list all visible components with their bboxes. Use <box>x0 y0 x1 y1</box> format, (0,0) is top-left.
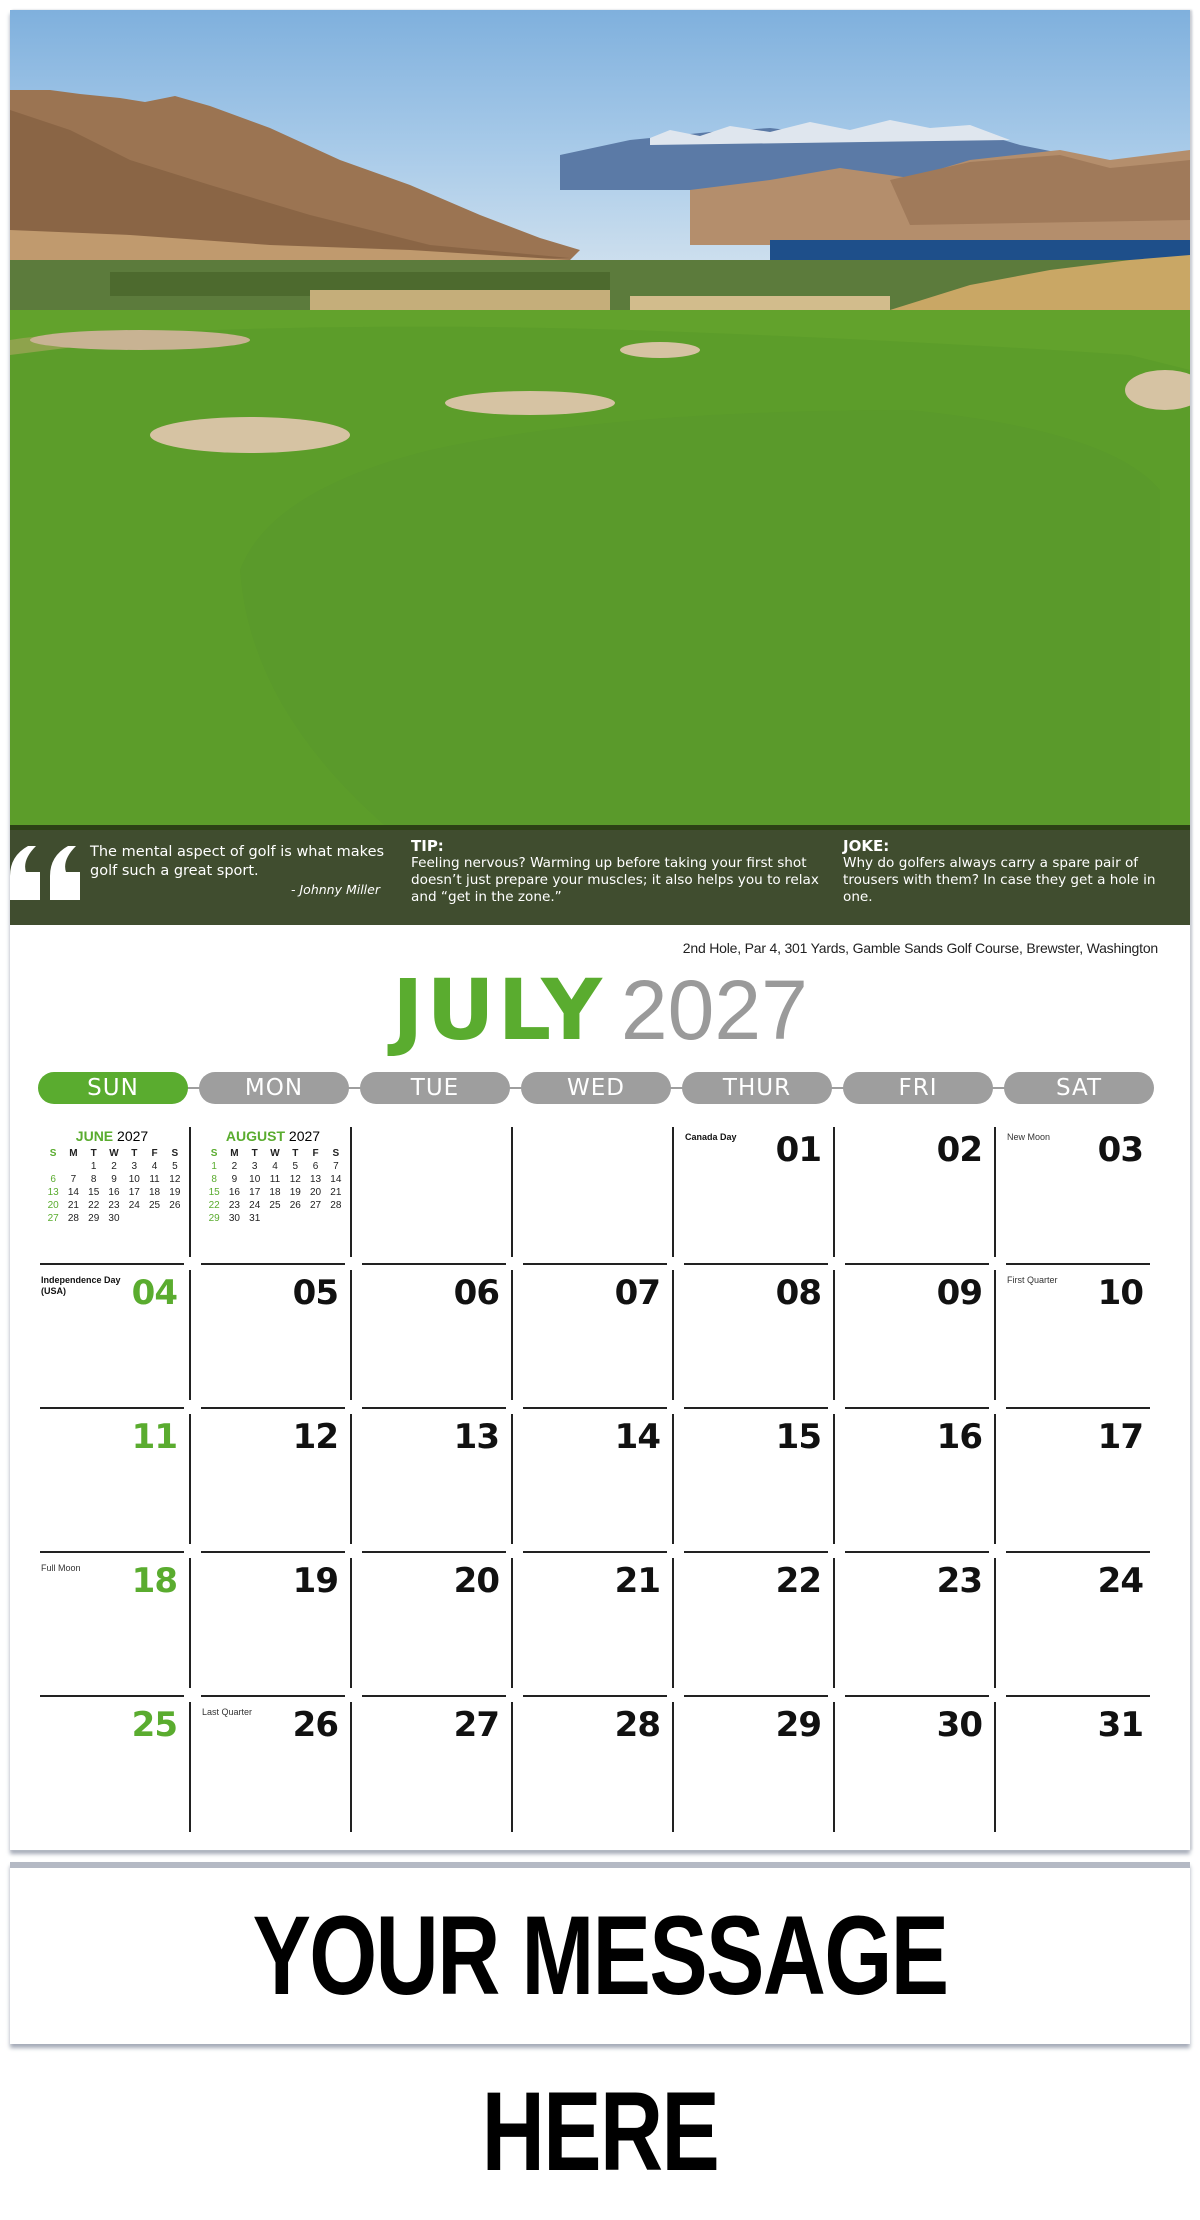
cell-divider <box>833 1414 835 1544</box>
cell-divider <box>672 1127 674 1257</box>
weekday-fri: FRI <box>843 1072 993 1104</box>
day-cell-13[interactable] <box>356 1407 513 1543</box>
day-note: New Moon <box>1007 1132 1051 1142</box>
cell-top-rule <box>362 1263 506 1265</box>
mini-day: 15 <box>208 1187 220 1198</box>
mini-day: 21 <box>330 1187 342 1198</box>
day-number: 31 <box>1097 1705 1143 1745</box>
day-number: 24 <box>1097 1561 1143 1601</box>
mini-day <box>305 1212 325 1225</box>
day-cell-empty <box>517 1120 674 1256</box>
cell-top-rule <box>523 1695 667 1697</box>
golf-course-photo <box>10 10 1190 925</box>
day-number: 30 <box>936 1705 982 1745</box>
mini-day: 5 <box>172 1161 178 1172</box>
mini-day <box>285 1212 305 1225</box>
mini-day: 14 <box>330 1174 342 1185</box>
weekday-tue: TUE <box>360 1072 510 1104</box>
mini-day: 7 <box>70 1174 77 1185</box>
day-number: 15 <box>775 1417 821 1457</box>
day-note: Independence Day (USA) <box>41 1275 121 1296</box>
day-cell-16[interactable] <box>839 1407 996 1543</box>
quote-author: - Johnny Miller <box>291 882 380 897</box>
mini-day: 23 <box>228 1200 240 1211</box>
quotation-mark-icon <box>6 842 86 902</box>
day-number: 23 <box>936 1561 982 1601</box>
mini-day: 28 <box>330 1200 342 1211</box>
mini-day: 2 <box>111 1161 117 1172</box>
mini-day: 27 <box>309 1200 322 1211</box>
cell-top-rule <box>845 1407 989 1409</box>
day-number: 22 <box>775 1561 821 1601</box>
mini-header: S <box>332 1148 340 1159</box>
day-number: 26 <box>292 1705 338 1745</box>
day-number: 01 <box>775 1130 821 1170</box>
mini-day: 23 <box>108 1200 120 1211</box>
day-number: 18 <box>131 1561 177 1601</box>
mini-day: 14 <box>67 1187 79 1198</box>
day-cell-09[interactable] <box>839 1263 996 1399</box>
day-number: 05 <box>292 1273 338 1313</box>
day-number: 21 <box>614 1561 660 1601</box>
mini-calendar-table <box>204 1147 346 1225</box>
cell-divider <box>350 1270 352 1400</box>
mini-month-name: AUGUST <box>225 1128 286 1144</box>
mini-day <box>265 1212 285 1225</box>
mini-day: 1 <box>211 1161 217 1172</box>
weekday-wed: WED <box>521 1072 671 1104</box>
mini-day: 17 <box>249 1187 261 1198</box>
mini-day: 6 <box>312 1161 319 1172</box>
mini-day: 3 <box>251 1161 258 1172</box>
day-note: First Quarter <box>1007 1275 1058 1285</box>
custom-message-banner <box>10 1862 1190 2194</box>
day-cell-26[interactable] <box>195 1695 352 1831</box>
day-number: 06 <box>453 1273 499 1313</box>
mini-day: 21 <box>67 1200 79 1211</box>
mini-header: T <box>131 1148 138 1159</box>
cell-top-rule <box>362 1695 506 1697</box>
cell-divider <box>994 1702 996 1832</box>
mini-day: 30 <box>228 1213 240 1224</box>
cell-top-rule <box>684 1695 828 1697</box>
day-cell-23[interactable] <box>839 1551 996 1687</box>
cell-top-rule <box>40 1263 184 1265</box>
cell-top-rule <box>684 1263 828 1265</box>
cell-divider <box>994 1414 996 1544</box>
mini-day: 11 <box>269 1174 281 1185</box>
day-number: 25 <box>131 1705 177 1745</box>
day-cell-08[interactable] <box>678 1263 835 1399</box>
cell-divider <box>189 1558 191 1688</box>
cell-divider <box>672 1414 674 1544</box>
weekday-header <box>38 1072 1158 1104</box>
cell-divider <box>833 1270 835 1400</box>
mini-day: 29 <box>208 1213 220 1224</box>
cell-top-rule <box>362 1551 506 1553</box>
mini-header: S <box>49 1148 57 1159</box>
mini-day: 19 <box>289 1187 301 1198</box>
day-number: 09 <box>936 1273 982 1313</box>
day-number: 13 <box>453 1417 499 1457</box>
cell-divider <box>994 1127 996 1257</box>
cell-divider <box>833 1127 835 1257</box>
mini-header: W <box>270 1148 280 1159</box>
mini-day: 6 <box>50 1174 56 1185</box>
mini-day <box>144 1212 164 1225</box>
mini-day: 26 <box>289 1200 301 1211</box>
mini-calendar-cell-august <box>195 1120 352 1256</box>
mini-header: M <box>230 1148 239 1159</box>
mini-day: 31 <box>249 1213 261 1224</box>
day-cell-29[interactable] <box>678 1695 835 1831</box>
day-cell-18[interactable] <box>34 1551 191 1687</box>
day-number: 17 <box>1097 1417 1143 1457</box>
day-number: 20 <box>453 1561 499 1601</box>
mini-day: 2 <box>231 1161 238 1172</box>
weekday-mon: MON <box>199 1072 349 1104</box>
cell-top-rule <box>1006 1263 1150 1265</box>
cell-top-rule <box>684 1407 828 1409</box>
cell-divider <box>994 1558 996 1688</box>
day-number: 07 <box>614 1273 660 1313</box>
day-number: 28 <box>614 1705 660 1745</box>
mini-day: 5 <box>292 1161 299 1172</box>
joke-heading: JOKE: <box>843 837 890 855</box>
cell-divider <box>189 1414 191 1544</box>
cell-divider <box>672 1270 674 1400</box>
weekday-sat: SAT <box>1004 1072 1154 1104</box>
mini-day: 8 <box>90 1174 97 1185</box>
cell-divider <box>350 1414 352 1544</box>
cell-top-rule <box>523 1407 667 1409</box>
day-cell-27[interactable] <box>356 1695 513 1831</box>
day-note: Canada Day <box>685 1132 737 1142</box>
mini-day: 16 <box>228 1187 240 1198</box>
mini-header: T <box>292 1148 299 1159</box>
day-note: Last Quarter <box>202 1707 253 1717</box>
mini-day: 16 <box>108 1187 120 1198</box>
mini-month-name: JUNE <box>75 1128 114 1144</box>
mini-day: 10 <box>128 1174 140 1185</box>
cell-top-rule <box>201 1263 345 1265</box>
mini-header: F <box>151 1148 158 1159</box>
mini-day: 4 <box>151 1161 158 1172</box>
quote-text: The mental aspect of golf is what makes golf such a great sport. <box>90 844 385 879</box>
cell-top-rule <box>201 1407 345 1409</box>
mini-day: 11 <box>149 1174 160 1185</box>
cell-divider <box>672 1558 674 1688</box>
mini-day <box>326 1212 346 1225</box>
cell-divider <box>189 1270 191 1400</box>
day-cell-19[interactable] <box>195 1551 352 1687</box>
joke-block <box>843 838 1183 906</box>
cell-top-rule <box>1006 1695 1150 1697</box>
mini-day: 1 <box>90 1161 97 1172</box>
cell-top-rule <box>523 1263 667 1265</box>
cell-top-rule <box>40 1407 184 1409</box>
mini-day <box>63 1160 83 1173</box>
day-cell-25[interactable] <box>34 1695 191 1831</box>
cell-top-rule <box>523 1551 667 1553</box>
mini-header: S <box>171 1148 179 1159</box>
mini-header: W <box>109 1148 119 1159</box>
day-number: 11 <box>131 1417 177 1457</box>
day-number: 03 <box>1097 1130 1143 1170</box>
day-number: 19 <box>292 1561 338 1601</box>
cell-top-rule <box>1006 1551 1150 1553</box>
day-cell-17[interactable] <box>1000 1407 1157 1543</box>
mini-day: 12 <box>169 1174 181 1185</box>
mini-day: 12 <box>289 1174 301 1185</box>
day-cell-01[interactable] <box>678 1120 835 1256</box>
cell-divider <box>833 1702 835 1832</box>
tip-block <box>411 838 831 906</box>
cell-divider <box>511 1270 513 1400</box>
day-number: 10 <box>1097 1273 1143 1313</box>
cell-top-rule <box>40 1695 184 1697</box>
cell-divider <box>189 1127 191 1257</box>
mini-day: 7 <box>333 1161 339 1172</box>
cell-divider <box>511 1702 513 1832</box>
cell-divider <box>350 1558 352 1688</box>
mini-day: 18 <box>148 1187 161 1198</box>
mini-header: S <box>210 1148 218 1159</box>
cell-divider <box>189 1702 191 1832</box>
cell-divider <box>511 1558 513 1688</box>
cell-top-rule <box>362 1407 506 1409</box>
mini-day: 13 <box>47 1187 59 1198</box>
custom-message-text: YOUR MESSAGE HERE <box>252 1893 948 2194</box>
mini-day: 3 <box>131 1161 138 1172</box>
cell-divider <box>350 1127 352 1257</box>
day-cell-06[interactable] <box>356 1263 513 1399</box>
mini-calendar-cell-june <box>34 1120 191 1256</box>
day-number: 14 <box>614 1417 660 1457</box>
day-cell-24[interactable] <box>1000 1551 1157 1687</box>
cell-top-rule <box>201 1551 345 1553</box>
day-number: 27 <box>453 1705 499 1745</box>
day-cell-02[interactable] <box>839 1120 996 1256</box>
year-label: 2027 <box>620 963 808 1057</box>
weekday-sun: SUN <box>38 1072 188 1104</box>
day-cell-20[interactable] <box>356 1551 513 1687</box>
mini-header: F <box>312 1148 319 1159</box>
mini-day: 25 <box>269 1200 281 1211</box>
mini-day <box>43 1160 63 1173</box>
day-cell-10[interactable] <box>1000 1263 1157 1399</box>
cell-top-rule <box>684 1551 828 1553</box>
day-number: 02 <box>936 1130 982 1170</box>
day-number: 08 <box>775 1273 821 1313</box>
cell-divider <box>672 1702 674 1832</box>
joke-text: Why do golfers always carry a spare pair of trousers with them? In case they get a hole in one. <box>843 855 1156 905</box>
cell-top-rule <box>1006 1407 1150 1409</box>
mini-year: 2027 <box>117 1128 149 1144</box>
mini-day: 28 <box>67 1213 79 1224</box>
mini-header: T <box>251 1148 258 1159</box>
day-cell-21[interactable] <box>517 1551 674 1687</box>
landscape-illustration <box>10 10 1190 925</box>
mini-header: M <box>69 1148 78 1159</box>
mini-day: 9 <box>231 1174 238 1185</box>
month-name: JULY <box>392 961 605 1059</box>
tip-text: Feeling nervous? Warming up before taking your first shot doesn’t just prepare your muscles; it also helps you to relax and “get in the zone.” <box>411 855 819 905</box>
mini-year: 2027 <box>288 1128 321 1144</box>
day-cell-15[interactable] <box>678 1407 835 1543</box>
mini-day <box>165 1212 185 1225</box>
day-number: 04 <box>131 1273 177 1313</box>
mini-day: 22 <box>208 1200 220 1211</box>
day-note: Full Moon <box>41 1563 81 1573</box>
mini-day: 26 <box>169 1200 181 1211</box>
day-cell-14[interactable] <box>517 1407 674 1543</box>
cell-top-rule <box>201 1695 345 1697</box>
mini-day: 20 <box>47 1200 59 1211</box>
cell-top-rule <box>845 1695 989 1697</box>
cell-top-rule <box>845 1263 989 1265</box>
mini-day: 25 <box>148 1200 161 1211</box>
day-number: 29 <box>775 1705 821 1745</box>
day-cell-03[interactable] <box>1000 1120 1157 1256</box>
mini-calendar-table <box>43 1147 185 1225</box>
mini-day: 10 <box>249 1174 261 1185</box>
mini-day: 9 <box>111 1174 117 1185</box>
day-cell-30[interactable] <box>839 1695 996 1831</box>
cell-top-rule <box>40 1551 184 1553</box>
mini-day: 22 <box>88 1200 100 1211</box>
cell-divider <box>833 1558 835 1688</box>
mini-calendar-june <box>40 1128 184 1225</box>
month-title <box>0 960 1200 1060</box>
day-cell-31[interactable] <box>1000 1695 1157 1831</box>
day-number: 12 <box>292 1417 338 1457</box>
day-cell-22[interactable] <box>678 1551 835 1687</box>
cell-divider <box>511 1127 513 1257</box>
day-cell-04[interactable] <box>34 1263 191 1399</box>
mini-header: T <box>90 1148 97 1159</box>
day-number: 16 <box>936 1417 982 1457</box>
mini-day: 4 <box>272 1161 278 1172</box>
mini-day: 13 <box>309 1174 322 1185</box>
mini-day: 24 <box>128 1200 140 1211</box>
cell-divider <box>511 1414 513 1544</box>
mini-day: 30 <box>108 1213 120 1224</box>
day-cell-12[interactable] <box>195 1407 352 1543</box>
mini-calendar-august <box>201 1128 345 1225</box>
day-cell-11[interactable] <box>34 1407 191 1543</box>
photo-caption: 2nd Hole, Par 4, 301 Yards, Gamble Sands Golf Course, Brewster, Washington <box>682 940 1158 956</box>
mini-day: 27 <box>47 1213 59 1224</box>
day-cell-07[interactable] <box>517 1263 674 1399</box>
mini-day: 17 <box>128 1187 140 1198</box>
mini-day: 20 <box>309 1187 322 1198</box>
mini-day: 15 <box>88 1187 100 1198</box>
mini-day: 29 <box>88 1213 100 1224</box>
mini-day: 8 <box>211 1174 217 1185</box>
day-cell-05[interactable] <box>195 1263 352 1399</box>
mini-day: 18 <box>269 1187 281 1198</box>
day-cell-28[interactable] <box>517 1695 674 1831</box>
cell-divider <box>350 1702 352 1832</box>
mini-day: 19 <box>169 1187 181 1198</box>
tip-heading: TIP: <box>411 837 444 855</box>
mini-day <box>124 1212 144 1225</box>
cell-top-rule <box>845 1551 989 1553</box>
day-cell-empty <box>356 1120 513 1256</box>
weekday-thur: THUR <box>682 1072 832 1104</box>
mini-day: 24 <box>249 1200 261 1211</box>
cell-divider <box>994 1270 996 1400</box>
